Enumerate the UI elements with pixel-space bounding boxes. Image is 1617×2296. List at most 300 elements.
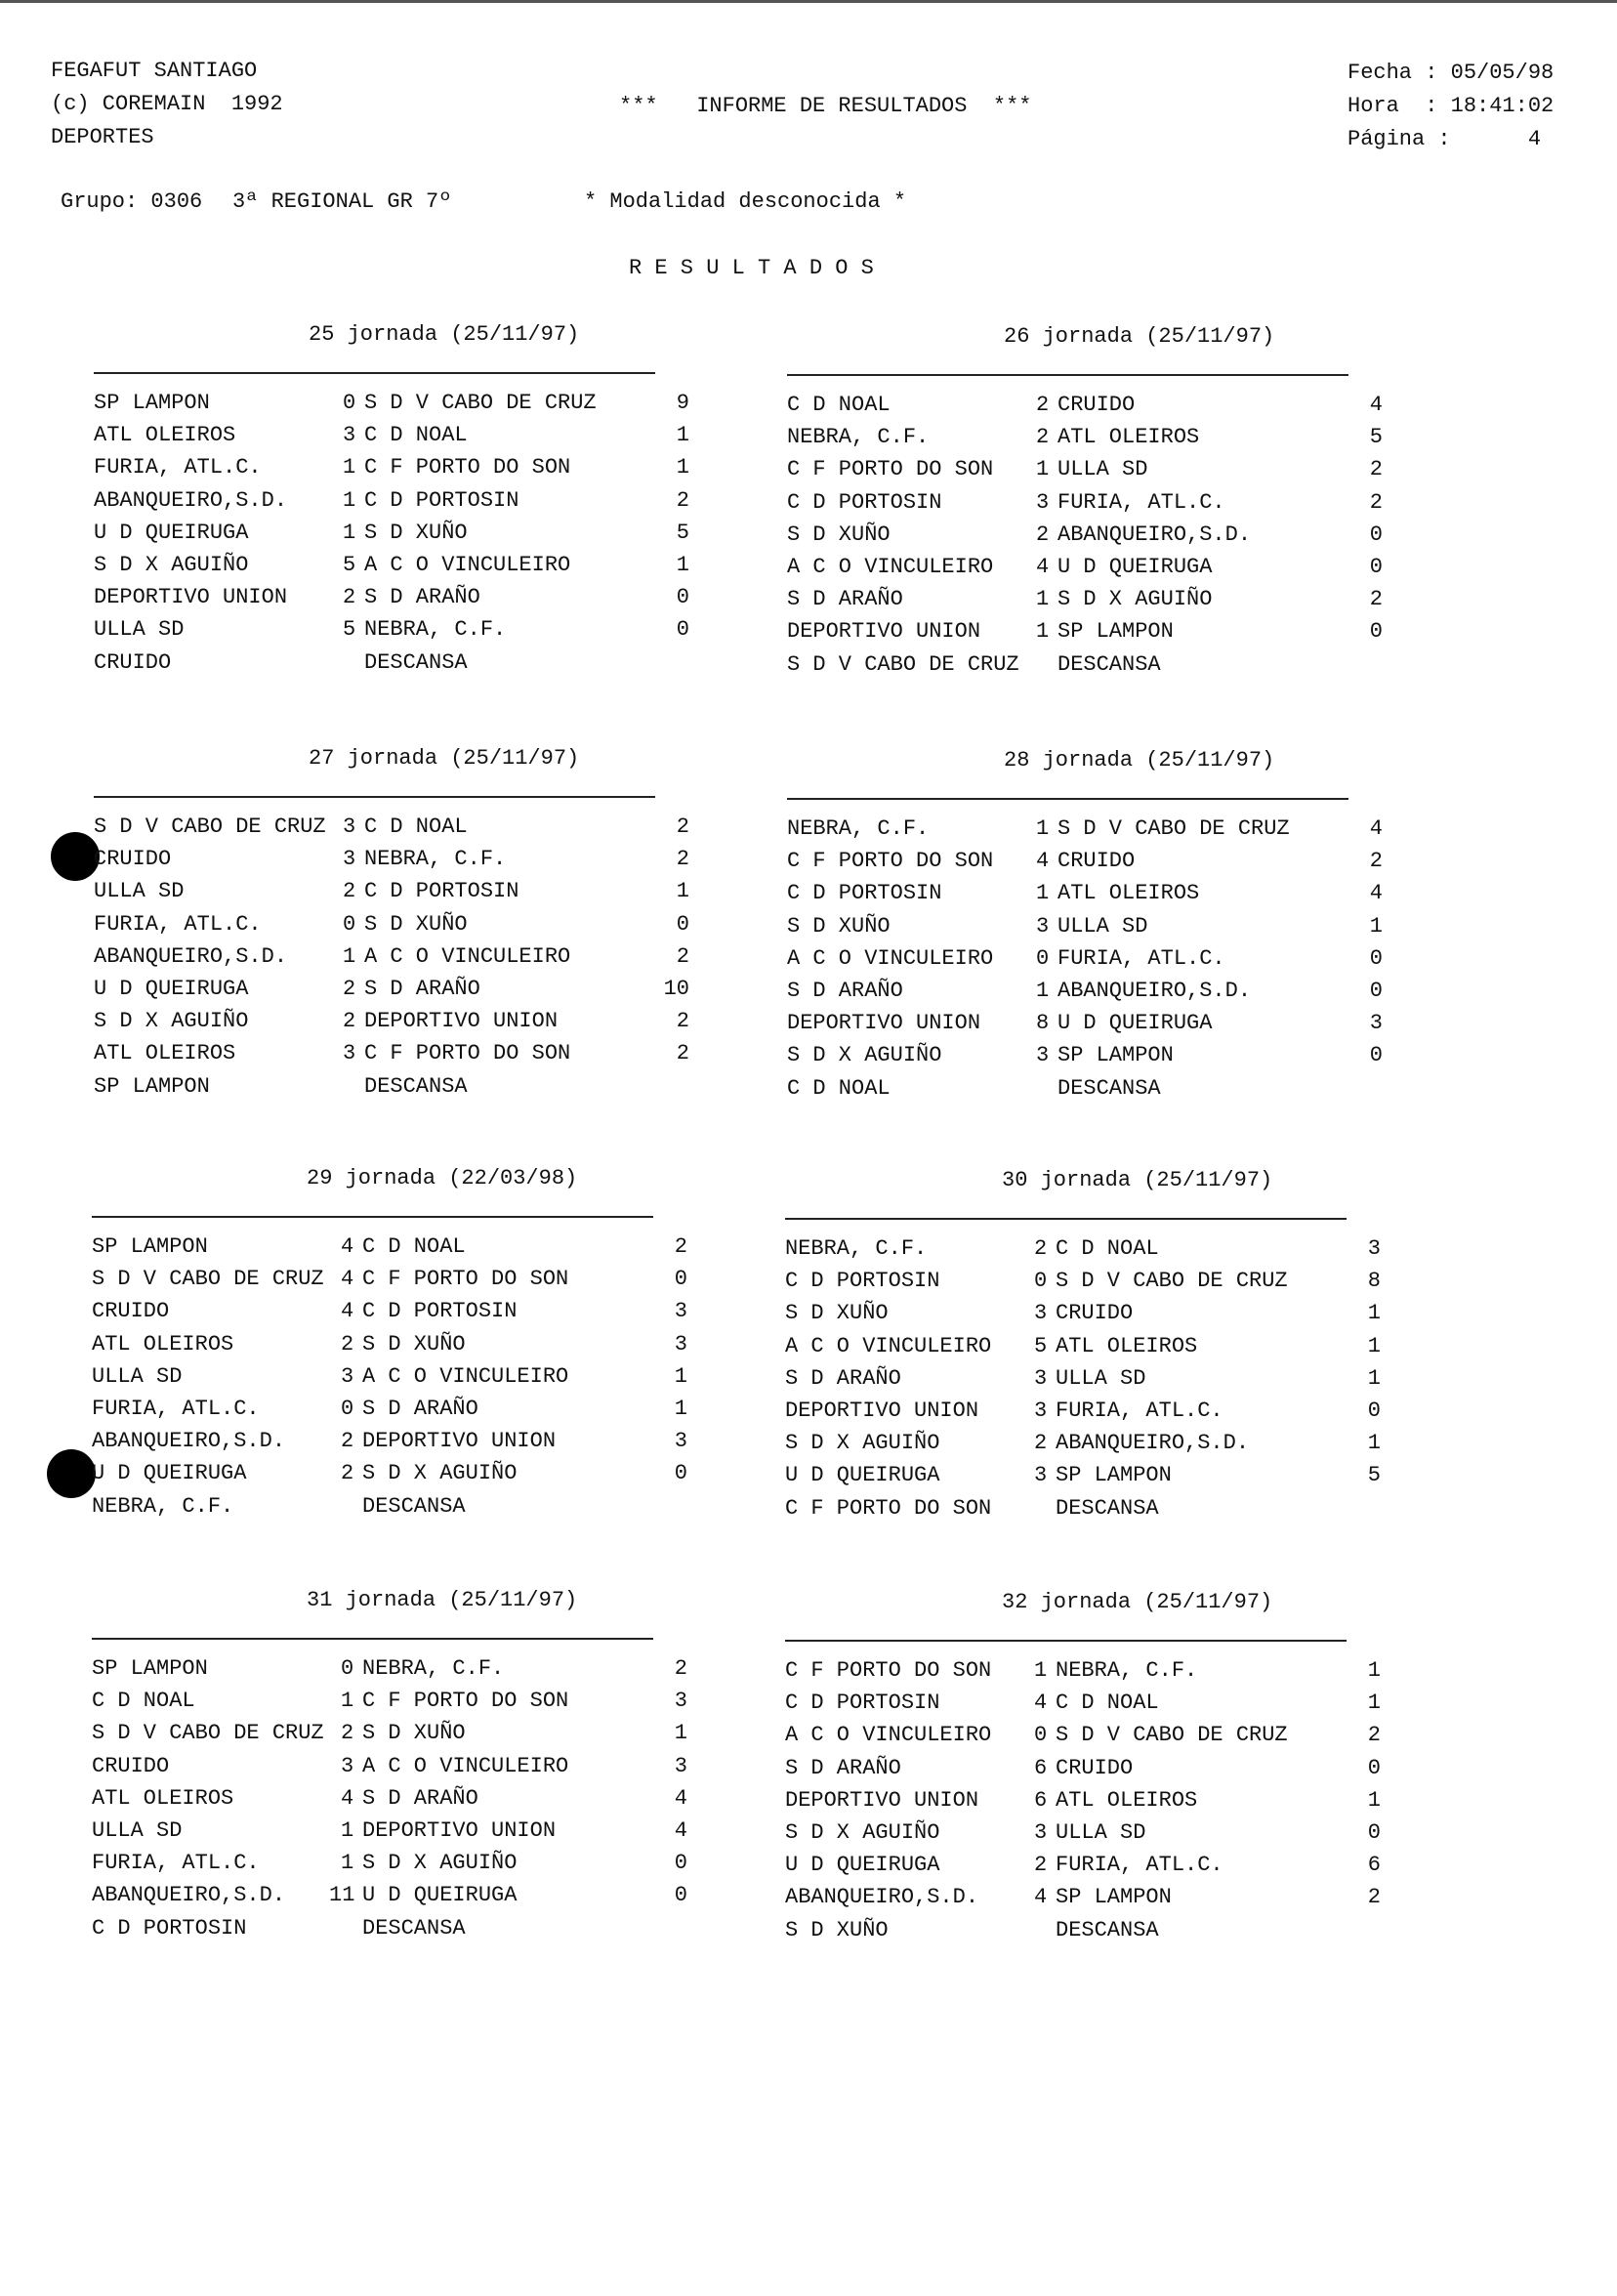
- home-score: 4: [341, 1299, 354, 1324]
- away-team: DESCANSA: [364, 649, 468, 675]
- home-score: 2: [341, 1331, 354, 1357]
- away-team: S D XUÑO: [364, 520, 468, 545]
- away-score: 0: [1369, 522, 1383, 547]
- match-row: [94, 912, 689, 944]
- away-team: SP LAMPON: [1057, 619, 1174, 645]
- away-score: 1: [676, 552, 689, 577]
- away-score: 0: [1369, 945, 1383, 971]
- report-time: Hora : 18:41:02: [1348, 94, 1555, 118]
- home-score: 0: [343, 911, 356, 937]
- away-team: S D V CABO DE CRUZ: [1056, 1723, 1288, 1748]
- home-team: DEPORTIVO UNION: [94, 585, 288, 610]
- match-row: [94, 847, 689, 879]
- away-score: 2: [676, 1009, 689, 1034]
- home-team: ULLA SD: [94, 617, 185, 643]
- home-team: NEBRA, C.F.: [785, 1236, 928, 1261]
- away-score: 4: [674, 1817, 687, 1843]
- away-score: 2: [676, 487, 689, 513]
- match-row: [92, 1754, 687, 1786]
- home-team: C F PORTO DO SON: [785, 1495, 992, 1521]
- page-number: Página : 4: [1348, 127, 1542, 151]
- home-team: SP LAMPON: [92, 1656, 208, 1681]
- away-score: 2: [676, 943, 689, 969]
- home-score: 6: [1034, 1755, 1048, 1780]
- home-score: 3: [343, 847, 356, 872]
- match-row: [785, 1366, 1381, 1398]
- home-score: 2: [343, 1009, 356, 1034]
- away-team: C D NOAL: [1056, 1691, 1159, 1716]
- top-border-line: [0, 0, 1617, 3]
- away-score: 1: [1367, 1787, 1381, 1813]
- section-title: R E S U L T A D O S: [629, 256, 874, 280]
- home-team: S D ARAÑO: [787, 587, 903, 612]
- home-score: 0: [341, 1656, 354, 1681]
- away-team: DEPORTIVO UNION: [364, 1009, 559, 1034]
- away-team: ABANQUEIRO,S.D.: [1057, 522, 1252, 547]
- report-date: Fecha : 05/05/98: [1348, 61, 1555, 85]
- match-row: [785, 1788, 1381, 1820]
- home-team: FURIA, ATL.C.: [94, 911, 262, 937]
- home-score: 3: [1034, 1463, 1048, 1488]
- match-row: [92, 1721, 687, 1753]
- home-team: S D V CABO DE CRUZ: [94, 814, 326, 839]
- match-row: [92, 1332, 687, 1364]
- department-name: DEPORTES: [51, 125, 154, 149]
- away-score: 3: [674, 1429, 687, 1454]
- home-team: S D XUÑO: [787, 913, 891, 939]
- match-row: [787, 979, 1383, 1011]
- match-row: [785, 1398, 1381, 1431]
- away-team: FURIA, ATL.C.: [1056, 1398, 1223, 1423]
- home-team: FURIA, ATL.C.: [92, 1851, 260, 1876]
- away-score: 0: [1367, 1819, 1381, 1845]
- away-team: ABANQUEIRO,S.D.: [1057, 978, 1252, 1003]
- round-divider: [785, 1218, 1347, 1220]
- home-score: 1: [1034, 1658, 1048, 1683]
- away-score: 6: [1367, 1853, 1381, 1878]
- away-team: CRUIDO: [1057, 849, 1136, 874]
- match-row: [92, 1883, 687, 1915]
- away-score: 0: [676, 617, 689, 643]
- home-score: 0: [343, 391, 356, 415]
- home-team: C D PORTOSIN: [785, 1269, 940, 1294]
- away-score: 3: [674, 1689, 687, 1714]
- match-row: [94, 879, 689, 911]
- home-team: U D QUEIRUGA: [785, 1463, 940, 1488]
- away-score: 4: [1369, 881, 1383, 906]
- away-score: 0: [1369, 1043, 1383, 1068]
- match-list: [785, 1236, 1381, 1528]
- home-team: CRUIDO: [92, 1299, 170, 1324]
- match-row: [92, 1851, 687, 1883]
- away-score: 0: [674, 1461, 687, 1486]
- home-team: C D PORTOSIN: [92, 1915, 247, 1941]
- home-score: 3: [1034, 1398, 1048, 1423]
- home-team: NEBRA, C.F.: [787, 816, 930, 841]
- home-score: 4: [341, 1267, 354, 1292]
- away-team: C F PORTO DO SON: [362, 1267, 569, 1292]
- home-team: DEPORTIVO UNION: [787, 619, 981, 645]
- match-list: [787, 393, 1383, 685]
- away-team: SP LAMPON: [1056, 1885, 1172, 1910]
- away-team: A C O VINCULEIRO: [364, 943, 571, 969]
- away-score: 2: [1367, 1885, 1381, 1910]
- match-row: [92, 1267, 687, 1299]
- home-score: 1: [1036, 816, 1050, 841]
- match-list: [94, 391, 689, 683]
- match-row: [94, 814, 689, 847]
- home-score: 4: [1034, 1885, 1048, 1910]
- away-score: 4: [1369, 816, 1383, 841]
- match-row: [787, 1011, 1383, 1043]
- match-row: [787, 619, 1383, 651]
- home-team: S D ARAÑO: [787, 978, 903, 1003]
- home-score: 3: [1034, 1819, 1048, 1845]
- home-score: 1: [341, 1851, 354, 1876]
- match-row: [787, 522, 1383, 555]
- home-team: C F PORTO DO SON: [787, 457, 994, 482]
- away-score: 2: [1369, 587, 1383, 612]
- match-row: [787, 816, 1383, 849]
- match-row: [787, 425, 1383, 457]
- home-score: 4: [341, 1234, 354, 1259]
- away-team: CRUIDO: [1056, 1301, 1134, 1326]
- away-score: 0: [1369, 554, 1383, 579]
- away-team: SP LAMPON: [1056, 1463, 1172, 1488]
- home-score: 2: [343, 976, 356, 1001]
- home-score: 11: [329, 1883, 355, 1908]
- away-team: S D ARAÑO: [362, 1396, 478, 1421]
- away-team: DESCANSA: [1056, 1917, 1159, 1942]
- home-score: 1: [1036, 587, 1050, 612]
- match-list: [785, 1658, 1381, 1950]
- group-category: 3ª REGIONAL GR 7º: [232, 189, 452, 214]
- home-team: SP LAMPON: [94, 1073, 210, 1099]
- round-title: 27 jornada (25/11/97): [309, 746, 580, 771]
- home-team: S D X AGUIÑO: [787, 1043, 942, 1068]
- match-list: [94, 814, 689, 1106]
- away-team: NEBRA, C.F.: [364, 847, 507, 872]
- home-team: DEPORTIVO UNION: [787, 1011, 981, 1036]
- home-team: NEBRA, C.F.: [787, 425, 930, 450]
- away-score: 1: [1367, 1333, 1381, 1358]
- away-score: 0: [674, 1267, 687, 1292]
- home-team: U D QUEIRUGA: [92, 1461, 247, 1486]
- match-row: [94, 977, 689, 1009]
- home-score: 5: [343, 617, 356, 643]
- report-title: *** INFORME DE RESULTADOS ***: [619, 94, 1032, 118]
- home-team: A C O VINCULEIRO: [787, 945, 994, 971]
- away-score: 1: [1369, 913, 1383, 939]
- home-team: SP LAMPON: [94, 391, 210, 415]
- away-team: A C O VINCULEIRO: [362, 1363, 569, 1389]
- away-score: 0: [674, 1851, 687, 1876]
- away-team: ABANQUEIRO,S.D.: [1056, 1431, 1250, 1456]
- away-score: 4: [674, 1785, 687, 1811]
- home-score: 5: [1034, 1333, 1048, 1358]
- away-team: S D X AGUIÑO: [362, 1851, 518, 1876]
- away-score: 1: [1367, 1431, 1381, 1456]
- home-team: C F PORTO DO SON: [787, 849, 994, 874]
- punch-hole-top: [51, 832, 100, 881]
- away-team: U D QUEIRUGA: [1057, 1011, 1213, 1036]
- match-row: [787, 946, 1383, 979]
- home-team: U D QUEIRUGA: [94, 976, 249, 1001]
- away-team: ULLA SD: [1057, 457, 1148, 482]
- home-team: NEBRA, C.F.: [92, 1493, 234, 1519]
- away-team: A C O VINCULEIRO: [362, 1753, 569, 1778]
- away-score: 2: [674, 1656, 687, 1681]
- round-divider: [92, 1638, 653, 1640]
- round-title: 29 jornada (22/03/98): [307, 1166, 578, 1190]
- away-team: ULLA SD: [1056, 1819, 1146, 1845]
- away-score: 5: [676, 520, 689, 545]
- home-team: ATL OLEIROS: [92, 1331, 234, 1357]
- away-team: DESCANSA: [1057, 1075, 1161, 1101]
- round-title: 31 jornada (25/11/97): [307, 1588, 578, 1612]
- match-row: [785, 1853, 1381, 1885]
- home-team: S D V CABO DE CRUZ: [92, 1721, 324, 1746]
- match-row: [785, 1269, 1381, 1301]
- away-team: U D QUEIRUGA: [1057, 554, 1213, 579]
- away-team: DESCANSA: [362, 1915, 466, 1941]
- home-team: S D XUÑO: [785, 1301, 889, 1326]
- away-team: C F PORTO DO SON: [362, 1689, 569, 1714]
- away-score: 3: [674, 1753, 687, 1778]
- away-score: 3: [1369, 1011, 1383, 1036]
- away-team: C F PORTO DO SON: [364, 1041, 571, 1066]
- away-team: NEBRA, C.F.: [1056, 1658, 1198, 1683]
- away-team: ULLA SD: [1056, 1365, 1146, 1391]
- match-row: [785, 1756, 1381, 1788]
- away-team: S D V CABO DE CRUZ: [364, 391, 597, 415]
- away-score: 2: [676, 847, 689, 872]
- home-score: 2: [341, 1429, 354, 1454]
- home-team: U D QUEIRUGA: [785, 1853, 940, 1878]
- round-title: 30 jornada (25/11/97): [1002, 1168, 1273, 1192]
- home-score: 1: [1036, 457, 1050, 482]
- away-score: 1: [676, 455, 689, 480]
- match-row: [92, 1689, 687, 1721]
- match-row: [785, 1496, 1381, 1528]
- copyright-line: (c) COREMAIN 1992: [51, 92, 283, 116]
- match-row: [92, 1429, 687, 1461]
- away-score: 1: [674, 1363, 687, 1389]
- home-team: C D NOAL: [92, 1689, 195, 1714]
- home-score: 3: [1034, 1301, 1048, 1326]
- round-title: 25 jornada (25/11/97): [309, 322, 580, 347]
- match-row: [787, 652, 1383, 685]
- match-row: [92, 1656, 687, 1689]
- match-row: [787, 1076, 1383, 1108]
- match-row: [92, 1818, 687, 1851]
- away-team: NEBRA, C.F.: [364, 617, 507, 643]
- home-score: 3: [1036, 913, 1050, 939]
- match-row: [785, 1723, 1381, 1755]
- home-team: S D X AGUIÑO: [785, 1431, 940, 1456]
- match-row: [787, 490, 1383, 522]
- away-team: S D ARAÑO: [364, 976, 480, 1001]
- home-team: ATL OLEIROS: [94, 423, 236, 448]
- home-score: 0: [341, 1396, 354, 1421]
- match-row: [787, 393, 1383, 425]
- match-row: [94, 553, 689, 585]
- round-title: 28 jornada (25/11/97): [1004, 748, 1275, 772]
- home-team: S D X AGUIÑO: [94, 1009, 249, 1034]
- match-row: [787, 914, 1383, 946]
- away-score: 1: [676, 879, 689, 904]
- away-team: S D XUÑO: [362, 1331, 466, 1357]
- away-team: CRUIDO: [1056, 1755, 1134, 1780]
- match-row: [785, 1885, 1381, 1917]
- match-row: [92, 1494, 687, 1526]
- match-row: [92, 1234, 687, 1267]
- home-score: 5: [343, 552, 356, 577]
- home-score: 4: [1034, 1691, 1048, 1716]
- away-score: 5: [1367, 1463, 1381, 1488]
- home-team: C D PORTOSIN: [787, 489, 942, 515]
- away-score: 0: [1367, 1755, 1381, 1780]
- home-team: CRUIDO: [94, 649, 172, 675]
- away-score: 1: [1367, 1691, 1381, 1716]
- away-team: DESCANSA: [1056, 1495, 1159, 1521]
- away-score: 2: [1369, 457, 1383, 482]
- home-team: C D NOAL: [787, 393, 891, 417]
- home-team: C D PORTOSIN: [785, 1691, 940, 1716]
- away-team: DESCANSA: [362, 1493, 466, 1519]
- punch-hole-bottom: [47, 1449, 96, 1498]
- away-team: NEBRA, C.F.: [362, 1656, 505, 1681]
- home-score: 1: [1036, 619, 1050, 645]
- home-team: S D ARAÑO: [785, 1755, 901, 1780]
- match-row: [785, 1658, 1381, 1691]
- away-team: FURIA, ATL.C.: [1057, 945, 1225, 971]
- away-team: ATL OLEIROS: [1057, 425, 1200, 450]
- home-team: A C O VINCULEIRO: [785, 1723, 992, 1748]
- home-score: 3: [1036, 489, 1050, 515]
- match-list: [92, 1656, 687, 1948]
- home-team: S D V CABO DE CRUZ: [787, 651, 1019, 677]
- away-team: C D NOAL: [364, 814, 468, 839]
- home-team: S D XUÑO: [787, 522, 891, 547]
- away-team: DESCANSA: [1057, 651, 1161, 677]
- away-score: 1: [674, 1396, 687, 1421]
- home-team: A C O VINCULEIRO: [787, 554, 994, 579]
- home-team: C F PORTO DO SON: [785, 1658, 992, 1683]
- match-row: [92, 1397, 687, 1429]
- home-score: 3: [341, 1753, 354, 1778]
- home-score: 3: [341, 1363, 354, 1389]
- home-team: ULLA SD: [92, 1363, 183, 1389]
- home-score: 1: [343, 455, 356, 480]
- match-row: [94, 1009, 689, 1041]
- away-team: FURIA, ATL.C.: [1056, 1853, 1223, 1878]
- away-score: 8: [1367, 1269, 1381, 1294]
- match-row: [92, 1786, 687, 1818]
- home-team: SP LAMPON: [92, 1234, 208, 1259]
- match-row: [94, 944, 689, 977]
- away-score: 2: [1369, 849, 1383, 874]
- home-score: 1: [1036, 978, 1050, 1003]
- home-score: 0: [1034, 1723, 1048, 1748]
- away-team: C D PORTOSIN: [364, 879, 519, 904]
- away-score: 9: [676, 391, 689, 415]
- away-team: DESCANSA: [364, 1073, 468, 1099]
- match-row: [785, 1463, 1381, 1495]
- away-team: S D ARAÑO: [362, 1785, 478, 1811]
- home-score: 2: [341, 1461, 354, 1486]
- away-score: 0: [676, 911, 689, 937]
- home-team: ABANQUEIRO,S.D.: [785, 1885, 979, 1910]
- away-score: 2: [1367, 1723, 1381, 1748]
- home-team: CRUIDO: [94, 847, 172, 872]
- home-score: 2: [1034, 1431, 1048, 1456]
- away-team: C D PORTOSIN: [364, 487, 519, 513]
- away-team: S D XUÑO: [364, 911, 468, 937]
- match-row: [787, 1043, 1383, 1075]
- home-score: 4: [1036, 849, 1050, 874]
- away-team: C D NOAL: [362, 1234, 466, 1259]
- away-score: 2: [676, 814, 689, 839]
- home-score: 1: [1036, 881, 1050, 906]
- round-title: 26 jornada (25/11/97): [1004, 324, 1275, 349]
- match-row: [785, 1820, 1381, 1853]
- home-team: FURIA, ATL.C.: [92, 1396, 260, 1421]
- away-score: 0: [1369, 619, 1383, 645]
- away-score: 1: [676, 423, 689, 448]
- away-team: ATL OLEIROS: [1056, 1333, 1198, 1358]
- match-row: [92, 1461, 687, 1493]
- home-score: 3: [1034, 1365, 1048, 1391]
- home-score: 3: [343, 423, 356, 448]
- match-row: [785, 1334, 1381, 1366]
- away-team: SP LAMPON: [1057, 1043, 1174, 1068]
- home-score: 1: [343, 943, 356, 969]
- group-modality: * Modalidad desconocida *: [584, 189, 907, 214]
- match-row: [787, 457, 1383, 489]
- home-score: 1: [341, 1689, 354, 1714]
- home-score: 4: [1036, 554, 1050, 579]
- away-score: 10: [663, 976, 689, 1001]
- home-team: CRUIDO: [92, 1753, 170, 1778]
- match-row: [92, 1364, 687, 1397]
- home-team: ABANQUEIRO,S.D.: [92, 1429, 286, 1454]
- match-row: [787, 881, 1383, 913]
- away-team: FURIA, ATL.C.: [1057, 489, 1225, 515]
- home-score: 0: [1036, 945, 1050, 971]
- org-name: FEGAFUT SANTIAGO: [51, 59, 258, 83]
- away-score: 0: [674, 1883, 687, 1908]
- away-team: CRUIDO: [1057, 393, 1136, 417]
- home-score: 0: [1034, 1269, 1048, 1294]
- home-score: 3: [343, 1041, 356, 1066]
- home-score: 4: [341, 1785, 354, 1811]
- home-score: 2: [343, 879, 356, 904]
- match-row: [787, 849, 1383, 881]
- round-divider: [787, 374, 1348, 376]
- away-team: ATL OLEIROS: [1056, 1787, 1198, 1813]
- away-score: 2: [1369, 489, 1383, 515]
- home-team: DEPORTIVO UNION: [785, 1398, 979, 1423]
- round-divider: [94, 796, 655, 798]
- away-team: C F PORTO DO SON: [364, 455, 571, 480]
- home-score: 1: [341, 1817, 354, 1843]
- away-score: 5: [1369, 425, 1383, 450]
- round-divider: [785, 1640, 1347, 1642]
- home-team: A C O VINCULEIRO: [785, 1333, 992, 1358]
- match-row: [94, 488, 689, 521]
- match-row: [94, 617, 689, 649]
